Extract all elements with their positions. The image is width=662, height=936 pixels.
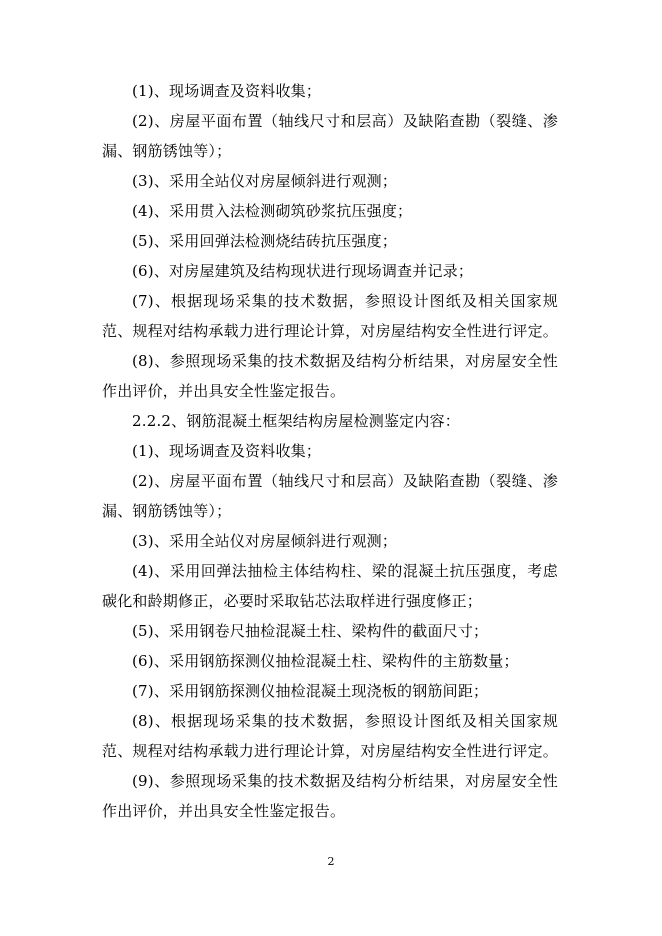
paragraph: (3)、采用全站仪对房屋倾斜进行观测； xyxy=(132,172,398,190)
paragraph: (9)、参照现场采集的技术数据及结构分析结果，对房屋安全性作出评价，并出具安全性鉴定报告。 xyxy=(102,772,558,820)
paragraph: (1)、现场调查及资料收集； xyxy=(132,82,322,100)
section-heading: 2.2.2、钢筋混凝土框架结构房屋检测鉴定内容： xyxy=(132,412,460,430)
page-number: 2 xyxy=(327,855,335,868)
paragraph: (3)、采用全站仪对房屋倾斜进行观测； xyxy=(132,532,398,550)
paragraph: (6)、采用钢筋探测仪抽检混凝土柱、梁构件的主筋数量； xyxy=(132,652,519,670)
paragraph: (8)、参照现场采集的技术数据及结构分析结果，对房屋安全性作出评价，并出具安全性鉴定报告。 xyxy=(102,352,558,400)
paragraph: (7)、采用钢筋探测仪抽检混凝土现浇板的钢筋间距； xyxy=(132,682,489,700)
paragraph: (2)、房屋平面布置（轴线尺寸和层高）及缺陷查勘（裂缝、渗漏、钢筋锈蚀等）； xyxy=(102,112,558,160)
paragraph: (4)、采用贯入法检测砌筑砂浆抗压强度； xyxy=(132,202,413,220)
paragraph: (5)、采用钢卷尺抽检混凝土柱、梁构件的截面尺寸； xyxy=(132,622,489,640)
paragraph: (1)、现场调查及资料收集； xyxy=(132,442,322,460)
paragraph: (5)、采用回弹法检测烧结砖抗压强度； xyxy=(132,232,398,250)
paragraph: (2)、房屋平面布置（轴线尺寸和层高）及缺陷查勘（裂缝、渗漏、钢筋锈蚀等）； xyxy=(102,472,558,520)
paragraph: (4)、采用回弹法抽检主体结构柱、梁的混凝土抗压强度，考虑碳化和龄期修正，必要时采取钻芯法取样进行强度修正； xyxy=(102,562,558,610)
paragraph: (8)、根据现场采集的技术数据，参照设计图纸及相关国家规范、规程对结构承载力进行理论计算，对房屋结构安全性进行评定。 xyxy=(102,712,559,760)
paragraph: (6)、对房屋建筑及结构现状进行现场调查并记录； xyxy=(132,262,474,280)
paragraph: (7)、根据现场采集的技术数据，参照设计图纸及相关国家规范、规程对结构承载力进行理论计算，对房屋结构安全性进行评定。 xyxy=(102,292,559,340)
document-body xyxy=(102,76,558,826)
